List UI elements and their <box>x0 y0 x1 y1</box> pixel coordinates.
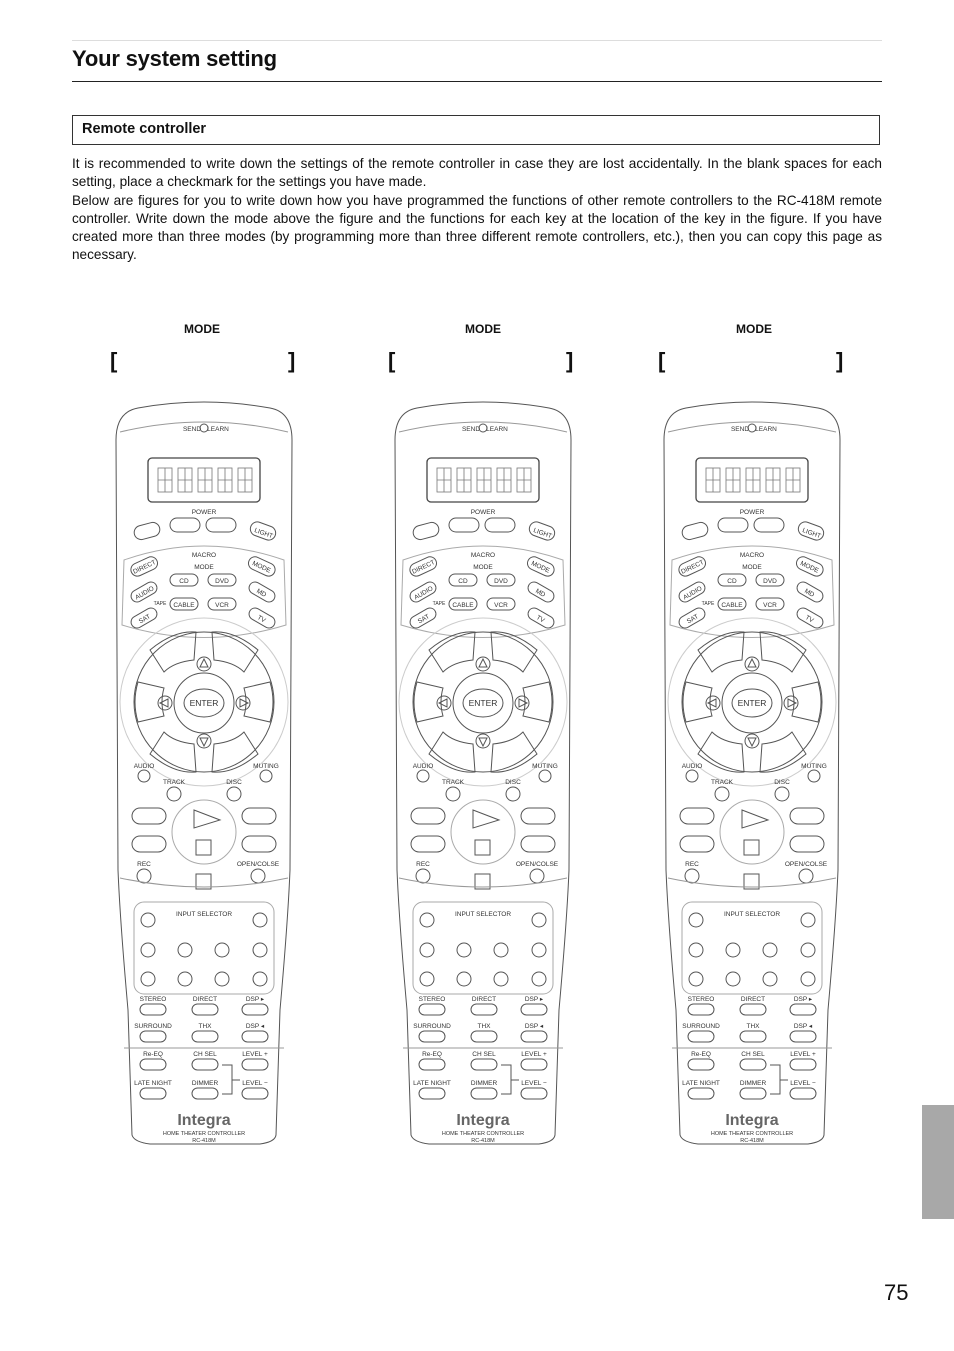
late-night-label: LATE NIGHT <box>682 1080 720 1087</box>
enter-label: ENTER <box>468 698 498 708</box>
direct-mode-label: DIRECT <box>740 996 766 1003</box>
dsp-down-label: DSP ◂ <box>524 1023 544 1030</box>
mode-group-label: MODE <box>194 564 214 571</box>
md-label: MD <box>803 587 816 599</box>
header-rule-bottom <box>72 81 882 82</box>
tv-label: TV <box>803 614 815 625</box>
header-rule-top <box>72 40 882 41</box>
direct-key-label: DIRECT <box>132 559 158 576</box>
dsp-down-label: DSP ◂ <box>245 1023 265 1030</box>
cable-label: CABLE <box>173 602 195 609</box>
stereo-label: STEREO <box>418 996 446 1003</box>
section-header <box>72 115 880 145</box>
open-close-label: OPEN/COLSE <box>784 861 828 868</box>
bracket-open: [ <box>110 348 118 373</box>
mode-label: MODE <box>465 322 501 336</box>
enter-label: ENTER <box>189 698 219 708</box>
learn-label: LEARN <box>486 426 508 433</box>
model-label: RC-418M <box>192 1138 216 1144</box>
sat-label: SAT <box>416 613 431 626</box>
brand-logo: Integra <box>456 1112 510 1129</box>
sat-label: SAT <box>137 613 152 626</box>
input-selector-label: INPUT SELECTOR <box>723 911 781 918</box>
level-down-label: LEVEL − <box>790 1080 816 1087</box>
dsp-up-label: DSP ▸ <box>524 996 544 1003</box>
model-label: RC-418M <box>471 1138 495 1144</box>
send-label: SEND <box>730 426 750 433</box>
open-close-label: OPEN/COLSE <box>515 861 559 868</box>
dsp-down-label: DSP ◂ <box>793 1023 813 1030</box>
remote-figure-2 <box>389 400 577 1153</box>
input-selector-label: INPUT SELECTOR <box>454 911 512 918</box>
open-close-label: OPEN/COLSE <box>236 861 280 868</box>
learn-label: LEARN <box>755 426 777 433</box>
dvd-label: DVD <box>763 578 777 585</box>
tape-label: TAPE <box>701 601 715 607</box>
audio-key-label: AUDIO <box>134 585 156 602</box>
dvd-label: DVD <box>494 578 508 585</box>
audio-key-label: AUDIO <box>413 585 435 602</box>
lcd-segments <box>706 468 800 492</box>
mode-key-label: MODE <box>251 560 272 575</box>
muting-label: MUTING <box>801 763 827 770</box>
late-night-label: LATE NIGHT <box>413 1080 451 1087</box>
md-label: MD <box>255 587 268 599</box>
remote-figure-3 <box>658 400 846 1153</box>
remote-figure-1 <box>110 400 298 1153</box>
direct-mode-label: DIRECT <box>471 996 497 1003</box>
track-label: TRACK <box>710 779 734 786</box>
disc-label: DISC <box>226 779 242 786</box>
dimmer-label: DIMMER <box>191 1080 219 1087</box>
light-label: LIGHT <box>253 527 274 541</box>
bracket-close: ] <box>288 348 296 373</box>
thx-label: THX <box>198 1023 212 1030</box>
level-up-label: LEVEL + <box>790 1051 816 1058</box>
muting-label: MUTING <box>253 763 279 770</box>
level-down-label: LEVEL − <box>521 1080 547 1087</box>
brand-logo: Integra <box>725 1112 779 1129</box>
enter-label: ENTER <box>737 698 767 708</box>
tape-label: TAPE <box>432 601 446 607</box>
intro-paragraph: It is recommended to write down the settings of the remote controller in case they are lost accidentally. In the blank spaces for each setting, place a checkmark for the settings you have made. <box>72 156 882 189</box>
mode-group-label: MODE <box>742 564 762 571</box>
rec-label: REC <box>685 861 699 868</box>
mode-label: MODE <box>736 322 772 336</box>
page-title: Your system setting <box>72 46 277 71</box>
vcr-label: VCR <box>215 602 229 609</box>
ch-sel-label: CH SEL <box>741 1051 765 1058</box>
tagline: HOME THEATER CONTROLLER <box>162 1131 246 1137</box>
re-eq-label: Re-EQ <box>422 1051 442 1058</box>
level-down-label: LEVEL − <box>242 1080 268 1087</box>
side-tab <box>922 1105 954 1219</box>
ch-sel-label: CH SEL <box>472 1051 496 1058</box>
lcd-segments <box>437 468 531 492</box>
power-label: POWER <box>470 509 496 516</box>
late-night-label: LATE NIGHT <box>134 1080 172 1087</box>
direct-key-label: DIRECT <box>680 559 706 576</box>
ch-sel-label: CH SEL <box>193 1051 217 1058</box>
surround-label: SURROUND <box>134 1023 172 1030</box>
instruction-paragraph: Below are figures for you to write down how you have programmed the functions of other remote controllers to the RC-418M remote controller. Write down the mode above the figure and the functions for each key at the location of the key in the figure. If you have created more than three modes (by programming more than three different remote controllers, etc.), then you can copy this page as necessary. <box>72 193 882 262</box>
cable-label: CABLE <box>721 602 743 609</box>
audio-label: AUDIO <box>412 763 434 770</box>
cd-label: CD <box>179 578 189 585</box>
disc-label: DISC <box>505 779 521 786</box>
macro-label: MACRO <box>470 552 496 559</box>
dsp-up-label: DSP ▸ <box>245 996 265 1003</box>
dsp-up-label: DSP ▸ <box>793 996 813 1003</box>
stereo-label: STEREO <box>687 996 715 1003</box>
audio-label: AUDIO <box>133 763 155 770</box>
direct-mode-label: DIRECT <box>192 996 218 1003</box>
remote-controller-figure <box>389 400 577 1148</box>
stereo-label: STEREO <box>139 996 167 1003</box>
level-up-label: LEVEL + <box>521 1051 547 1058</box>
model-label: RC-418M <box>740 1138 764 1144</box>
remote-controller-figure <box>110 400 298 1148</box>
power-label: POWER <box>739 509 765 516</box>
tv-label: TV <box>534 614 546 625</box>
page-number: 75 <box>884 1280 909 1305</box>
lcd-segments <box>158 468 252 492</box>
dimmer-label: DIMMER <box>739 1080 767 1087</box>
input-selector-label: INPUT SELECTOR <box>175 911 233 918</box>
vcr-label: VCR <box>763 602 777 609</box>
track-label: TRACK <box>441 779 465 786</box>
light-label: LIGHT <box>532 527 553 541</box>
thx-label: THX <box>477 1023 491 1030</box>
cd-label: CD <box>458 578 468 585</box>
tagline: HOME THEATER CONTROLLER <box>710 1131 794 1137</box>
rec-label: REC <box>137 861 151 868</box>
cd-label: CD <box>727 578 737 585</box>
mode-label: MODE <box>184 322 220 336</box>
md-label: MD <box>534 587 547 599</box>
rec-label: REC <box>416 861 430 868</box>
mode-group-label: MODE <box>473 564 493 571</box>
remote-controller-figure <box>658 400 846 1148</box>
re-eq-label: Re-EQ <box>143 1051 163 1058</box>
mode-column-1 <box>102 322 302 373</box>
re-eq-label: Re-EQ <box>691 1051 711 1058</box>
section-title: Remote controller <box>82 121 207 137</box>
mode-key-label: MODE <box>530 560 551 575</box>
mode-column-2 <box>383 322 583 373</box>
dimmer-label: DIMMER <box>470 1080 498 1087</box>
tv-label: TV <box>255 614 267 625</box>
bracket-open: [ <box>388 348 396 373</box>
tagline: HOME THEATER CONTROLLER <box>441 1131 525 1137</box>
tape-label: TAPE <box>153 601 167 607</box>
power-label: POWER <box>191 509 217 516</box>
level-up-label: LEVEL + <box>242 1051 268 1058</box>
macro-label: MACRO <box>191 552 217 559</box>
light-label: LIGHT <box>801 527 822 541</box>
bracket-close: ] <box>836 348 844 373</box>
macro-label: MACRO <box>739 552 765 559</box>
learn-label: LEARN <box>207 426 229 433</box>
bracket-open: [ <box>658 348 666 373</box>
mode-key-label: MODE <box>799 560 820 575</box>
send-label: SEND <box>182 426 202 433</box>
sat-label: SAT <box>685 613 700 626</box>
send-label: SEND <box>461 426 481 433</box>
audio-label: AUDIO <box>681 763 703 770</box>
direct-key-label: DIRECT <box>411 559 437 576</box>
surround-label: SURROUND <box>682 1023 720 1030</box>
brand-logo: Integra <box>177 1112 231 1129</box>
vcr-label: VCR <box>494 602 508 609</box>
bracket-close: ] <box>566 348 574 373</box>
thx-label: THX <box>746 1023 760 1030</box>
surround-label: SURROUND <box>413 1023 451 1030</box>
mode-column-3 <box>654 322 854 373</box>
audio-key-label: AUDIO <box>682 585 704 602</box>
disc-label: DISC <box>774 779 790 786</box>
cable-label: CABLE <box>452 602 474 609</box>
muting-label: MUTING <box>532 763 558 770</box>
track-label: TRACK <box>162 779 186 786</box>
dvd-label: DVD <box>215 578 229 585</box>
